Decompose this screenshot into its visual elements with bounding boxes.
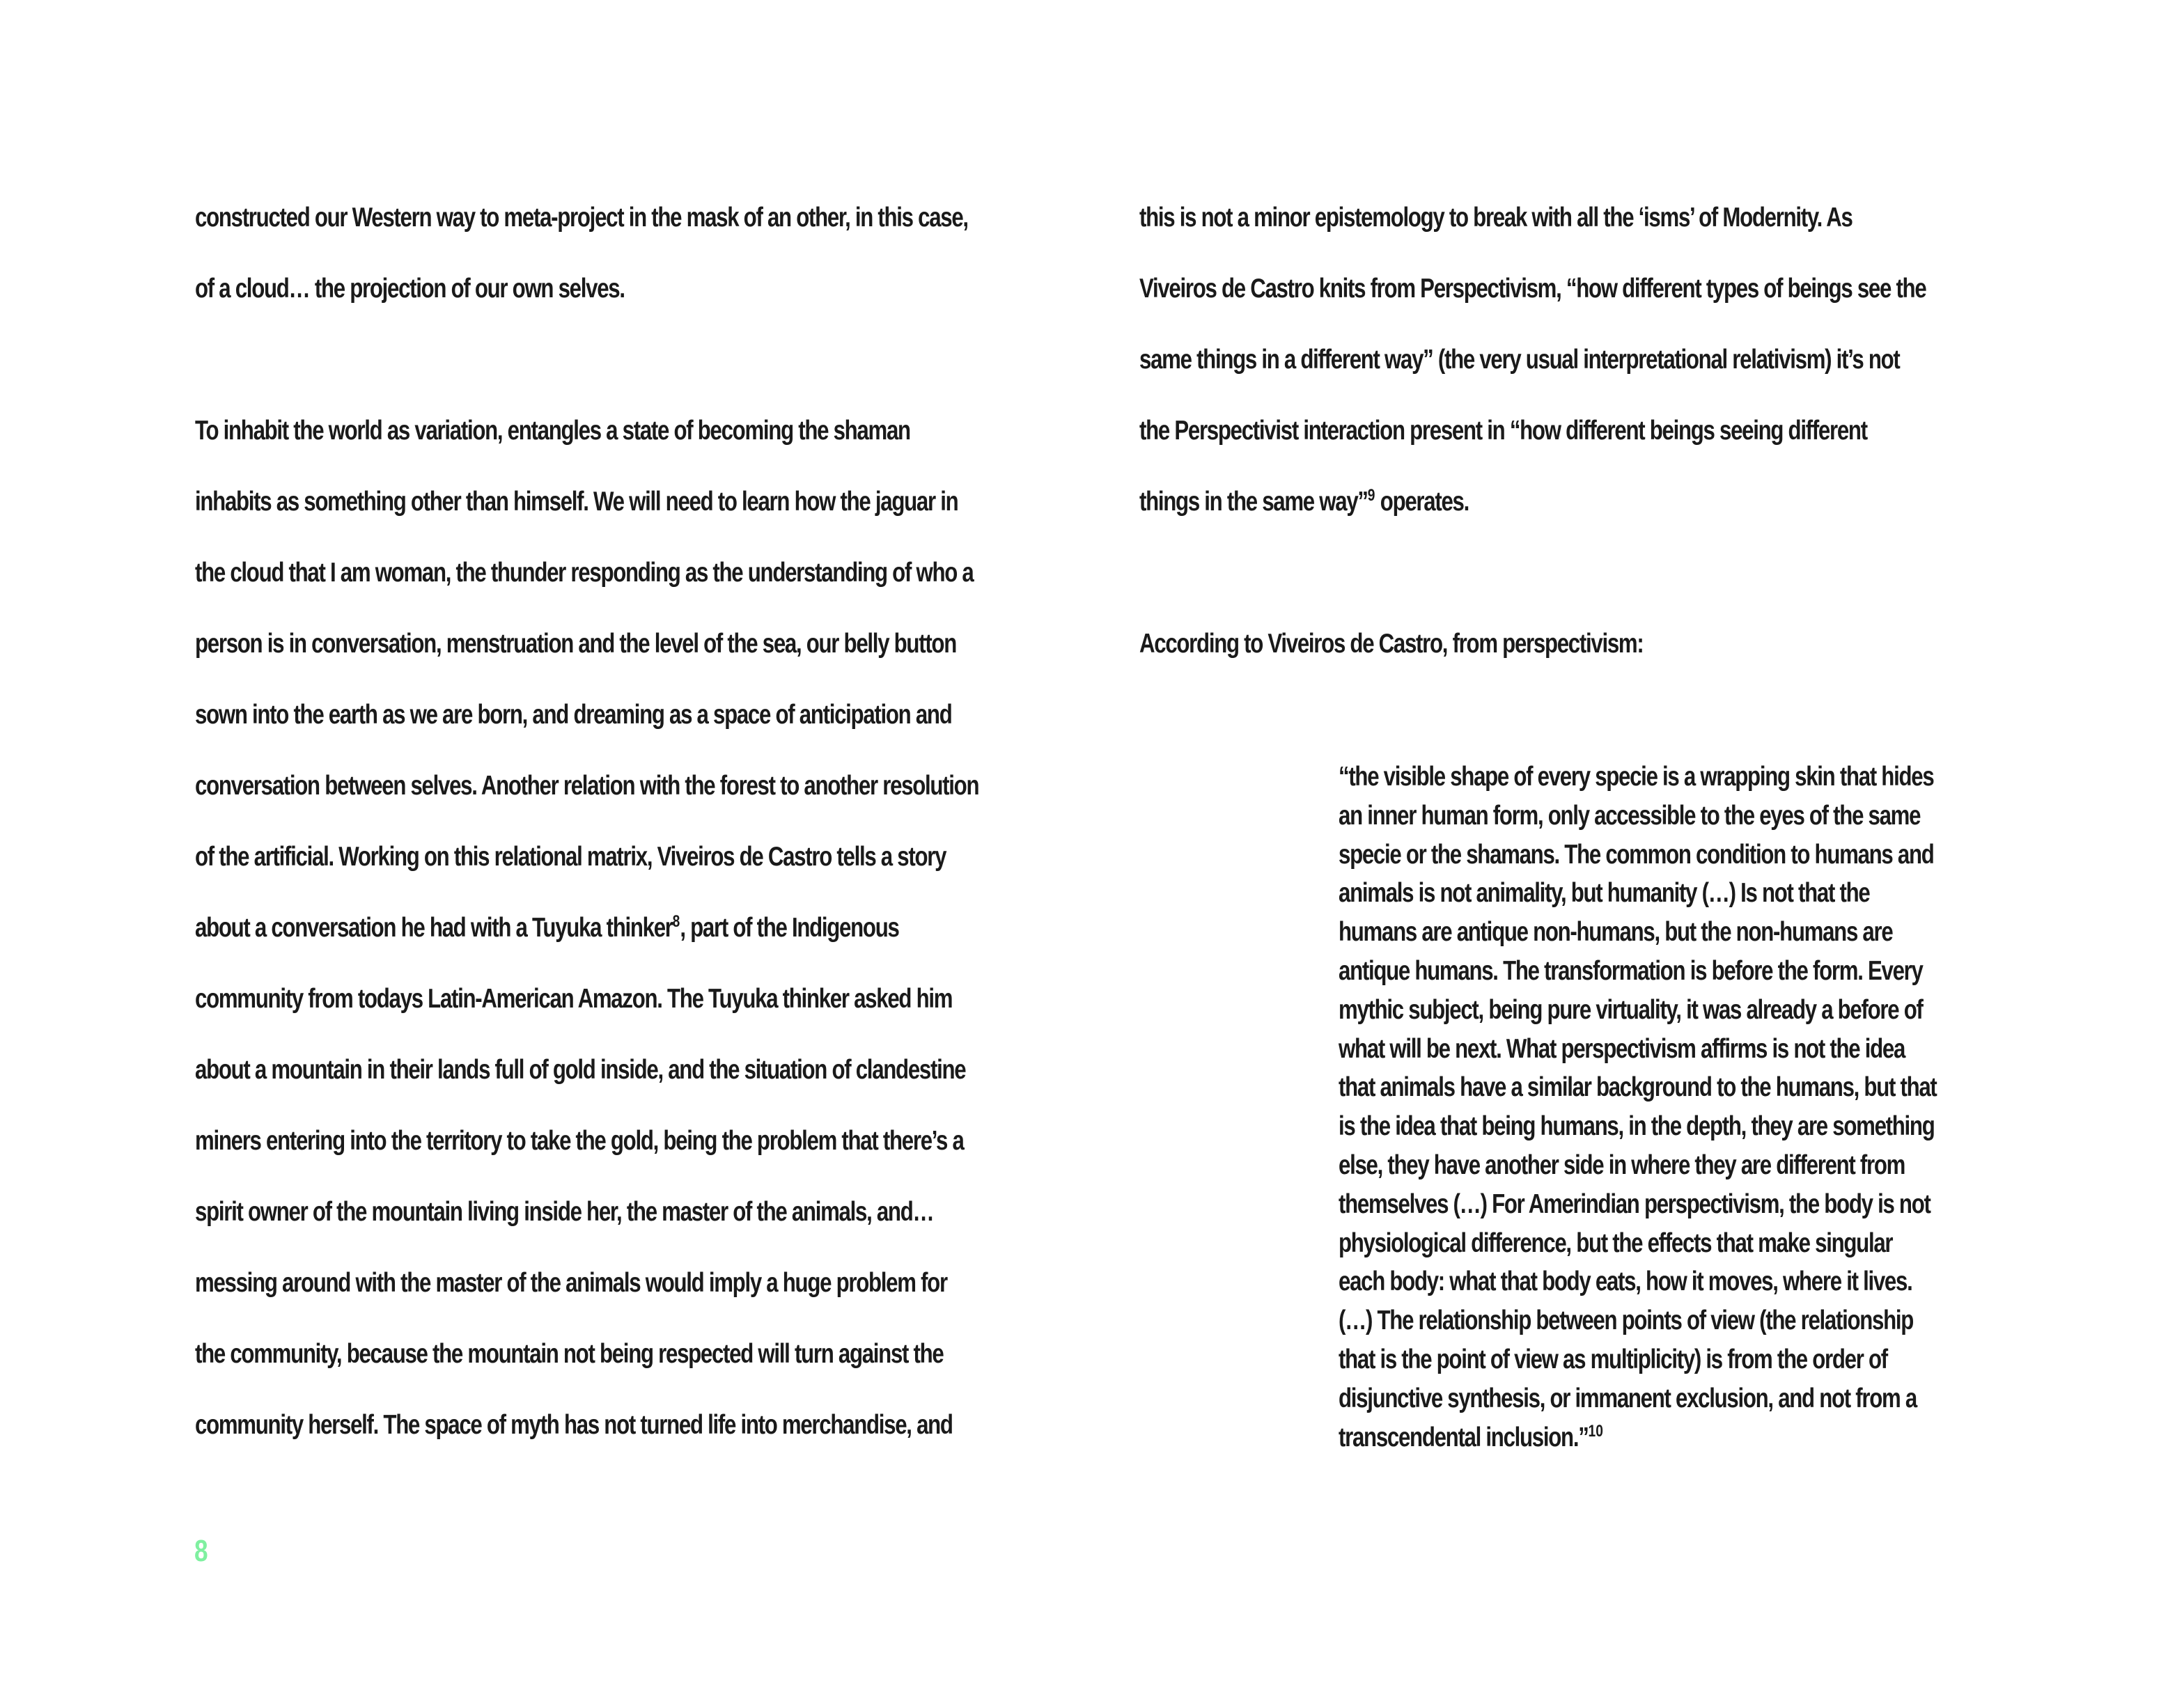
quote-line: specie or the shamans. The common condition to humans and (1339, 839, 1934, 870)
text-line: the cloud that I am woman, the thunder responding as the understanding of who a (195, 558, 974, 588)
quote-line: each body: what that body eats, how it moves, where it lives. (1339, 1267, 1912, 1297)
block-quote (1339, 758, 2035, 1457)
text-line: the Perspectivist interaction present in “how different beings seeing different (1139, 416, 1867, 446)
quote-line: that animals have a similar background to the humans, but that (1339, 1072, 1937, 1103)
footnote-marker[interactable]: 8 (672, 912, 680, 931)
text-line: messing around with the master of the animals would imply a huge problem for (195, 1268, 947, 1298)
text-line: inhabits as something other than himself. We will need to learn how the jaguar in (195, 487, 958, 517)
quote-line: physiological difference, but the effects that make singular (1339, 1228, 1893, 1258)
text-line-with-footnote (1139, 467, 1830, 538)
text-line: same things in a different way” (the very usual interpretational relativism) it’s not (1139, 345, 1900, 375)
text-line: conversation between selves. Another relation with the forest to another resolution (195, 771, 979, 801)
quote-line: (…) The relationship between points of view (the relationship (1339, 1306, 1914, 1336)
quote-line: is the idea that being humans, in the depth, they are something (1339, 1111, 1935, 1142)
quote-line: what will be next. What perspectivism affirms is not the idea (1339, 1033, 1905, 1064)
quote-line: “the visible shape of every specie is a wrapping skin that hides (1339, 762, 1934, 792)
footnote-marker[interactable]: 10 (1588, 1421, 1603, 1441)
text-line: Viveiros de Castro knits from Perspectivism, “how different types of beings see the (1139, 274, 1926, 304)
left-column (195, 182, 1059, 1461)
quote-line: disjunctive synthesis, or immanent exclusion, and not from a (1339, 1383, 1917, 1413)
text-line: constructed our Western way to meta-project in the mask of an other, in this case, (195, 203, 968, 233)
text-line: sown into the earth as we are born, and dreaming as a space of anticipation and (195, 700, 952, 730)
text-line: about a mountain in their lands full of gold inside, and the situation of clandestine (195, 1055, 966, 1085)
text-run: about a conversation he had with a Tuyuka thinker (195, 913, 673, 943)
quote-line: animals is not animality, but humanity (…) Is not that the (1339, 878, 1870, 909)
quote-line: themselves (…) For Amerindian perspectivism, the body is not (1339, 1189, 1930, 1219)
text-line-with-footnote (195, 893, 899, 964)
page-number: 8 (194, 1534, 208, 1568)
quote-line: an inner human form, only accessible to the eyes of the same (1339, 800, 1921, 831)
text-line: this is not a minor epistemology to break with all the ‘isms’ of Modernity. As (1139, 203, 1852, 233)
text-line: miners entering into the territory to take the gold, being the problem that there’s a (195, 1126, 964, 1156)
right-column (1139, 182, 2003, 680)
quote-line-with-footnote (1339, 1418, 1896, 1457)
quote-line: else, they have another side in where they are different from (1339, 1150, 1905, 1180)
text-line: community herself. The space of myth has not turned life into merchandise, and (195, 1410, 953, 1440)
text-run: transcendental inclusion.” (1339, 1422, 1589, 1452)
text-run: , part of the Indigenous (680, 913, 899, 943)
text-line: community from todays Latin-American Amazon. The Tuyuka thinker asked him (195, 984, 953, 1014)
text-run: operates. (1375, 487, 1469, 517)
paragraph-gap (1139, 538, 2003, 609)
text-line: the community, because the mountain not being respected will turn against the (195, 1339, 944, 1369)
text-line: person is in conversation, menstruation and the level of the sea, our belly button (195, 629, 956, 659)
quote-line: antique humans. The transformation is before the form. Every (1339, 955, 1923, 986)
text-line: spirit owner of the mountain living inside her, the master of the animals, and… (195, 1197, 934, 1227)
text-line: According to Viveiros de Castro, from perspectivism: (1139, 629, 1644, 659)
quote-line: mythic subject, being pure virtuality, it was already a before of (1339, 994, 1923, 1025)
text-line: To inhabit the world as variation, entangles a state of becoming the shaman (195, 416, 910, 446)
text-line: of a cloud… the projection of our own selves. (195, 274, 625, 304)
paragraph-gap (195, 324, 1059, 395)
text-line: of the artificial. Working on this relational matrix, Viveiros de Castro tells a story (195, 842, 946, 872)
text-run: things in the same way” (1139, 487, 1368, 517)
footnote-marker[interactable]: 9 (1367, 486, 1375, 505)
quote-line: humans are antique non-humans, but the non-humans are (1339, 917, 1893, 948)
quote-line: that is the point of view as multiplicity) is from the order of (1339, 1344, 1887, 1374)
